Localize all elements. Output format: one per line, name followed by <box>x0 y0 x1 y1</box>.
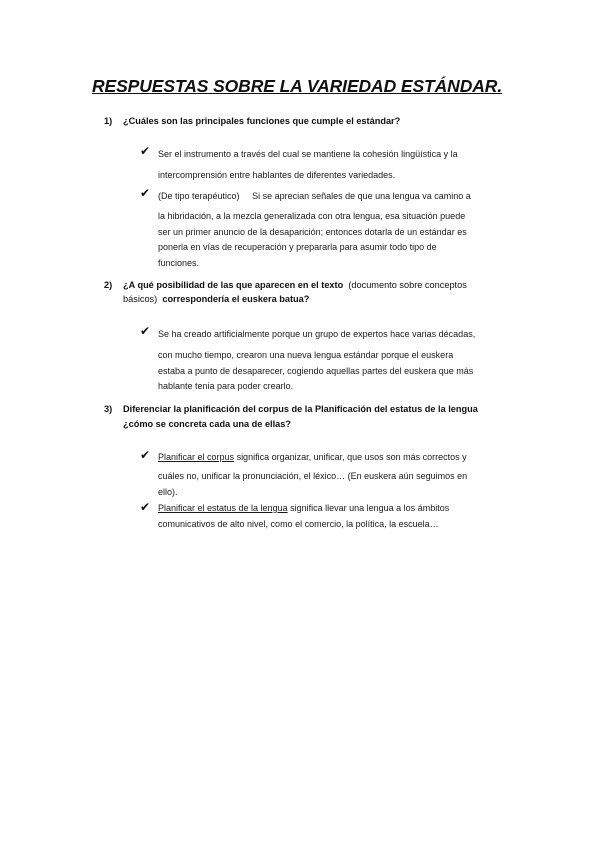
question-text: ¿A qué posibilidad de las que aparecen en el texto <box>123 280 344 290</box>
question-text: correspondería el euskera batua? <box>162 294 310 304</box>
answer-line: Se ha creado artificialmente porque un grupo de expertos hace varias décadas, <box>158 329 476 339</box>
answer-term: Planificar el corpus <box>158 452 235 462</box>
answer-2-1 <box>140 324 512 395</box>
answer-lead: (De tipo terapéutico) <box>158 191 240 201</box>
question-number: 3) <box>104 404 113 414</box>
question-text: Diferenciar la planificación del corpus de la Planificación del estatus de la lengua <box>123 404 478 414</box>
checkmark-icon: ✔ <box>140 324 151 338</box>
answer-1-2 <box>140 186 512 272</box>
answer-3-1 <box>140 448 512 500</box>
checkmark-icon: ✔ <box>140 186 151 200</box>
answer-line: ser un primer anuncio de la desaparición; entonces dotarla de un estándar es <box>158 226 467 237</box>
question-3 <box>104 402 524 432</box>
checkmark-icon: ✔ <box>140 500 151 514</box>
answer-line: Ser el instrumento a través del cual se mantiene la cohesión lingüística y la <box>158 149 458 159</box>
question-text: ¿cómo se concreta cada una de ellas? <box>123 419 291 429</box>
question-number: 2) <box>104 280 113 290</box>
answer-line: hablante tenia para poder crearlo. <box>158 381 294 391</box>
checkmark-icon: ✔ <box>140 144 151 158</box>
question-number: 1) <box>104 116 113 126</box>
question-note: (documento sobre conceptos básicos) <box>123 280 467 304</box>
checkmark-icon: ✔ <box>140 448 151 462</box>
answer-line: Si se aprecian señales de que una lengua va camino a <box>252 191 471 201</box>
page-title: RESPUESTAS SOBRE LA VARIEDAD ESTÁNDAR. <box>92 76 503 96</box>
answer-line: ello). <box>158 486 178 497</box>
answer-line: la hibridación, a la mezcla generalizada con otra lengua, esa situación puede <box>158 211 466 221</box>
answer-line: funciones. <box>158 258 200 269</box>
answer-3-2 <box>140 500 512 532</box>
answer-line: estaba a punto de desaparecer, cogiendo aquellas partes del euskera que más <box>158 365 474 376</box>
answer-term: Planificar el estatus de la lengua <box>158 503 288 513</box>
answer-line: intercomprensión entre hablantes de diferentes variedades. <box>158 170 396 180</box>
answer-line: cuáles no, unificar la pronunciación, el léxico… (En euskera aún seguimos en <box>158 471 468 481</box>
answer-line: significa llevar una lengua a los ámbitos <box>290 503 450 513</box>
answer-line: ponerla en vías de recuperación y prepararla para asumir todo tipo de <box>158 242 437 253</box>
answer-line: comunicativos de alto nivel, como el comercio, la política, la escuela… <box>158 519 439 529</box>
question-text: ¿Cuáles son las principales funciones que cumple el estándar? <box>123 116 401 126</box>
answer-line: con mucho tiempo, crearon una nueva lengua estándar porque el euskera <box>158 350 454 360</box>
answer-line: significa organizar, unificar, que usos son más correctos y <box>236 452 467 462</box>
question-2 <box>104 278 524 306</box>
question-1 <box>104 114 524 129</box>
answer-1-1 <box>140 144 512 186</box>
